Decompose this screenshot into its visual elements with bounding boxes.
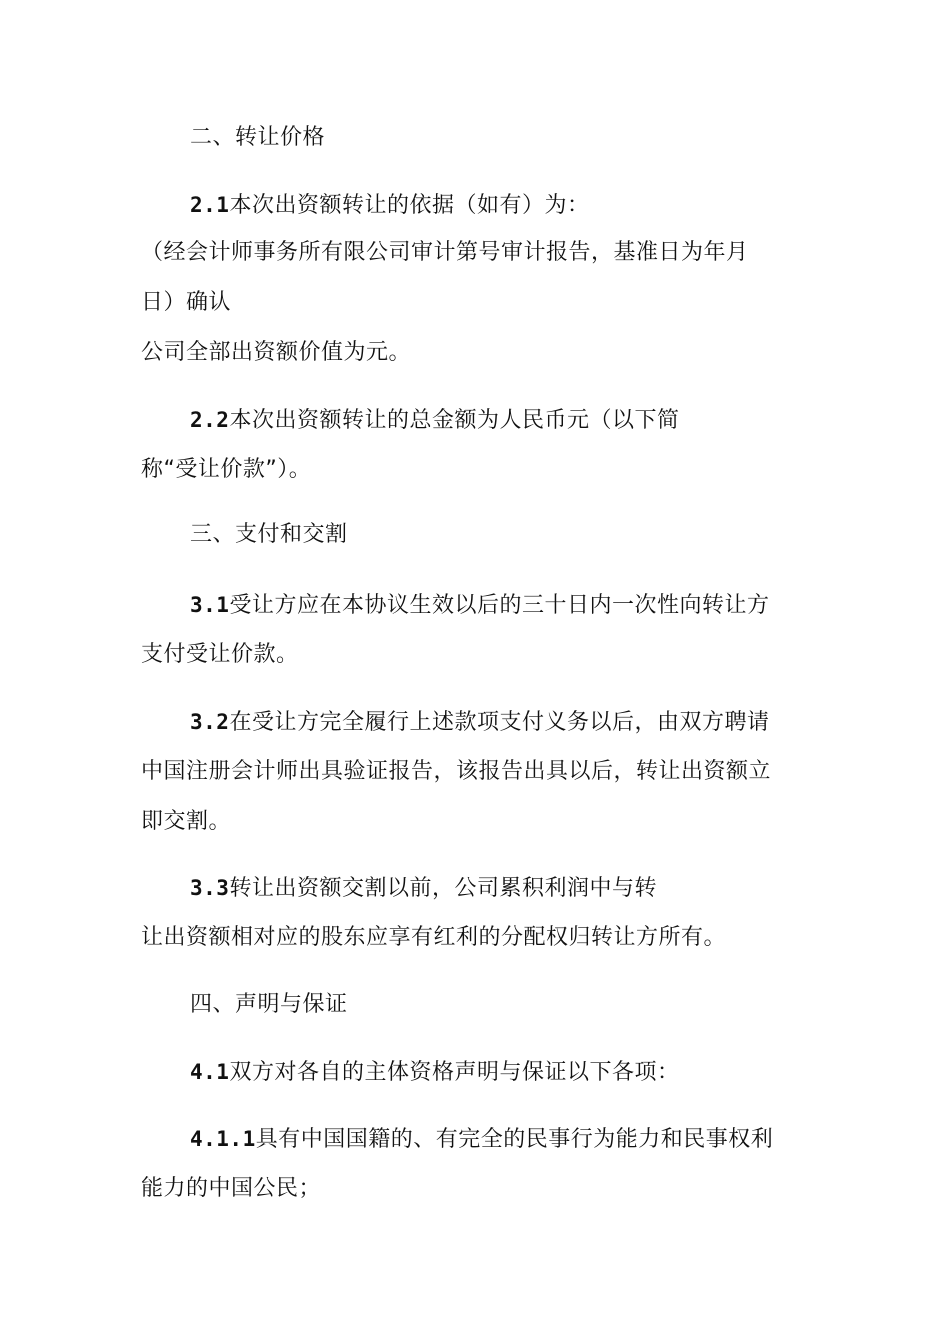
clause-3-2-line-2: 中国注册会计师出具验证报告，该报告出具以后，转让出资额立 xyxy=(141,759,772,784)
clause-3-2-line-3: 即交割。 xyxy=(141,809,232,834)
clause-text: 在受让方完全履行上述款项支付义务以后，由双方聘请 xyxy=(229,710,770,735)
clause-2-1-line-4: 公司全部出资额价值为元。 xyxy=(141,340,412,365)
section-heading-2: 二、转让价格 xyxy=(190,125,326,150)
clause-number: 2.1 xyxy=(190,193,230,217)
clause-3-1-line-1 xyxy=(190,590,769,621)
clause-2-1-line-1 xyxy=(190,190,589,221)
clause-number: 2.2 xyxy=(190,408,230,432)
clause-number: 3.2 xyxy=(190,710,230,734)
clause-4-1-1-line-2: 能力的中国公民； xyxy=(141,1176,322,1201)
section-heading-3: 三、支付和交割 xyxy=(190,522,348,547)
clause-text: 本次出资额转让的总金额为人民币元（以下简 xyxy=(229,408,680,433)
clause-text: 本次出资额转让的依据（如有）为： xyxy=(229,193,590,218)
clause-2-1-line-2: （经会计师事务所有限公司审计第号审计报告，基准日为年月 xyxy=(141,240,749,265)
clause-number: 4.1.1 xyxy=(190,1127,256,1151)
clause-3-2-line-1 xyxy=(190,707,769,738)
clause-3-3-line-1 xyxy=(190,873,657,904)
clause-number: 4.1 xyxy=(190,1060,230,1084)
clause-text: 双方对各自的主体资格声明与保证以下各项： xyxy=(229,1060,680,1085)
clause-text: 具有中国国籍的、有完全的民事行为能力和民事权利 xyxy=(255,1127,774,1152)
clause-2-2-line-2: 称“受让价款”）。 xyxy=(141,457,312,482)
clause-2-1-line-3: 日）确认 xyxy=(141,290,232,315)
clause-3-3-line-2: 让出资额相对应的股东应享有红利的分配权归转让方所有。 xyxy=(141,925,727,950)
clause-text: 受让方应在本协议生效以后的三十日内一次性向转让方 xyxy=(229,593,770,618)
clause-3-1-line-2: 支付受让价款。 xyxy=(141,642,299,667)
clause-number: 3.3 xyxy=(190,876,230,900)
clause-4-1-1-line-1 xyxy=(190,1124,773,1155)
clause-number: 3.1 xyxy=(190,593,230,617)
clause-text: 转让出资额交割以前，公司累积利润中与转 xyxy=(229,876,657,901)
clause-4-1-line-1 xyxy=(190,1057,679,1088)
section-heading-4: 四、声明与保证 xyxy=(190,992,348,1017)
clause-2-2-line-1 xyxy=(190,405,679,436)
